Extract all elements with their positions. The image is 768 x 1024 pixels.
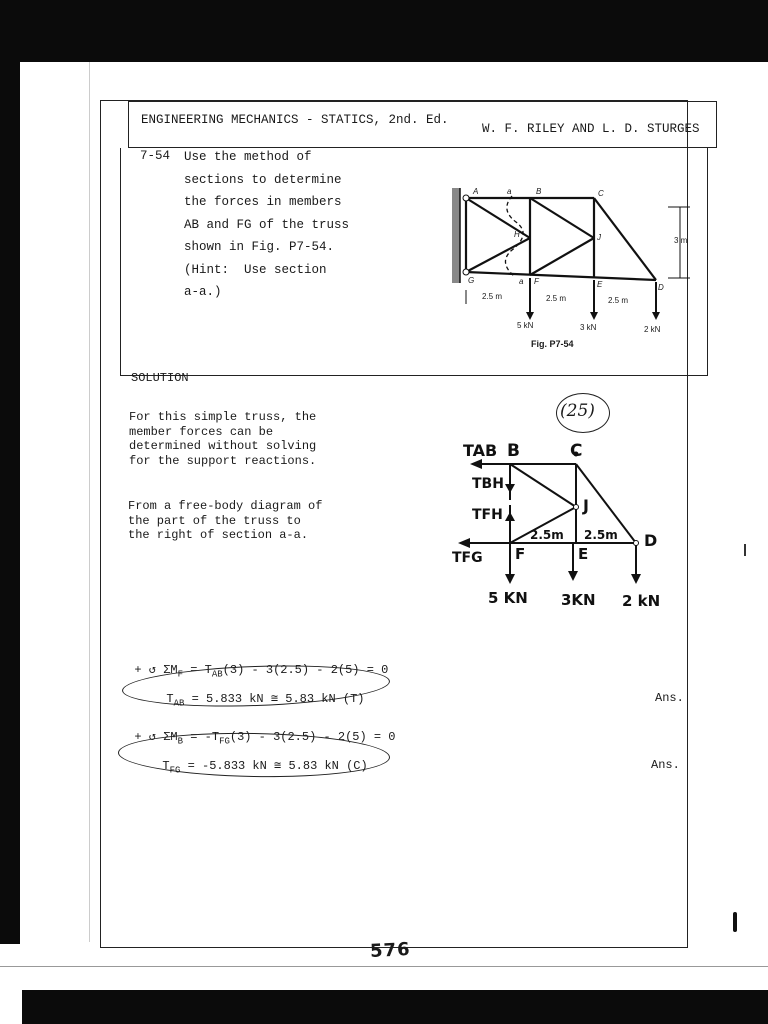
fbd-label-j: J — [583, 496, 589, 515]
node-label-g: G — [468, 276, 475, 285]
problem-line: shown in Fig. P7-54. — [184, 240, 335, 254]
node-label-f: F — [534, 277, 539, 286]
height-dimension-label: 3 m — [674, 236, 688, 245]
fbd-label-tfh: TFH — [472, 507, 503, 523]
solution-line: the right of section a-a. — [128, 528, 309, 542]
problem-line: AB and FG of the truss — [184, 217, 350, 232]
equation-text: + ↺ ΣM — [134, 663, 178, 677]
fbd-load-label: 5 KN — [488, 589, 528, 607]
span-label: 2.5 m — [546, 294, 567, 303]
section-label-bottom: a — [519, 277, 524, 286]
result-tab — [152, 677, 364, 708]
solution-line: For this simple truss, the — [129, 410, 317, 424]
node-label-c: C — [598, 189, 604, 198]
fbd-span-label: 2.5m — [584, 528, 618, 542]
handwritten-number: (25) — [560, 401, 595, 421]
equation-subscript: F — [177, 669, 184, 680]
problem-line: (Hint: Use section — [184, 262, 327, 277]
scan-fold-line — [0, 966, 768, 967]
result-text: T — [166, 692, 174, 706]
load-label: 3 kN — [580, 323, 597, 332]
fbd-label-b: B — [507, 441, 520, 461]
load-label: 5 kN — [517, 321, 534, 330]
result-text: T — [162, 759, 170, 773]
problem-line: Use the method of — [184, 150, 312, 164]
result-text: = -5.833 kN ≅ 5.83 kN (C) — [180, 759, 368, 773]
solution-heading: SOLUTION — [131, 371, 189, 385]
span-label: 2.5 m — [608, 296, 629, 305]
solution-line: the part of the truss to — [128, 513, 301, 528]
pin-joint-g — [463, 269, 469, 275]
problem-line: the forces in members — [184, 195, 342, 209]
node-label-j: J — [597, 233, 601, 242]
fbd-load-label: 3KN — [561, 591, 596, 609]
header-book-title: ENGINEERING MECHANICS - STATICS, 2nd. Ed. — [141, 113, 449, 127]
result-subscript: FG — [169, 765, 181, 776]
node-label-h: H — [514, 230, 520, 239]
span-label: 2.5 m — [482, 292, 503, 301]
equation-subscript: FG — [219, 736, 230, 747]
equation-subscript: AB — [211, 669, 223, 680]
truss-members — [466, 198, 656, 280]
equation-text: (3) - 3(2.5) - 2(5) = 0 — [229, 730, 396, 744]
fbd-label-f: F — [515, 545, 526, 563]
load-label: 2 kN — [644, 325, 661, 334]
equation-subscript: B — [177, 736, 184, 747]
equation-text: = -T — [183, 730, 220, 744]
fbd-label-d: D — [644, 531, 658, 550]
section-label-top: a — [507, 187, 512, 196]
scan-border-bottom — [22, 990, 768, 1024]
fbd-load-label: 2 kN — [622, 592, 661, 610]
problem-statement — [184, 146, 349, 304]
answer-label: Ans. — [651, 758, 680, 772]
fbd-label-tbh: TBH — [472, 476, 504, 492]
equation-text: + ↺ ΣM — [134, 730, 178, 744]
figure-caption: Fig. P7-54 — [531, 339, 574, 349]
solution-para-1 — [129, 410, 316, 468]
scan-border-left — [0, 40, 20, 944]
result-text: = 5.833 kN ≅ 5.83 kN (T) — [184, 692, 365, 706]
equation-text: = T — [183, 663, 212, 677]
fbd-label-tab: TAB — [463, 441, 498, 460]
scan-margin-line — [89, 62, 90, 942]
problem-line: sections to determine — [184, 172, 342, 187]
scan-mark-small — [744, 544, 746, 556]
node-label-a: A — [473, 187, 479, 196]
solution-line: member forces can be — [129, 424, 274, 439]
header-authors: W. F. RILEY AND L. D. STURGES — [482, 122, 700, 136]
solution-para-2 — [128, 499, 322, 543]
problem-number: 7-54 — [140, 149, 171, 163]
node-label-e: E — [597, 280, 603, 289]
fbd-label-c: C — [570, 441, 583, 461]
page-number: 576 — [369, 938, 412, 963]
result-subscript: AB — [173, 698, 185, 709]
problem-line: a-a.) — [184, 285, 222, 299]
result-tfg — [148, 744, 368, 775]
scan-border-top — [0, 0, 768, 62]
node-label-b: B — [536, 187, 542, 196]
solution-line: determined without solving — [129, 439, 317, 453]
pin-joint-a — [463, 195, 469, 201]
solution-line: for the support reactions. — [129, 453, 317, 468]
fbd-label-tfg: TFG — [452, 550, 483, 566]
equation-text: (3) - 3(2.5) - 2(5) = 0 — [222, 663, 389, 677]
answer-label: Ans. — [655, 691, 684, 705]
fbd-label-e: E — [578, 545, 589, 563]
solution-line: From a free-body diagram of — [128, 499, 323, 513]
node-label-d: D — [658, 283, 664, 292]
scan-mark — [733, 912, 737, 932]
fbd-span-label: 2.5m — [530, 528, 564, 542]
wall-support — [452, 188, 460, 283]
